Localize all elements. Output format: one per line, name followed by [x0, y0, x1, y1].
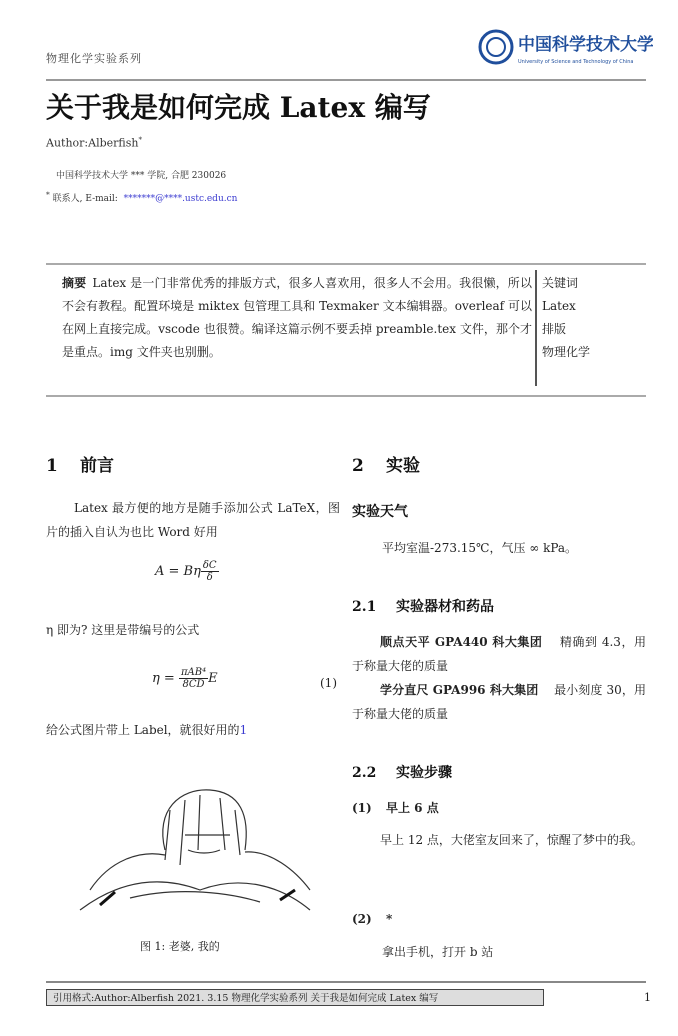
section-2-heading: [352, 451, 420, 476]
university-logo: [478, 27, 653, 67]
section-title: 实验: [386, 456, 420, 476]
page-number: 1: [644, 991, 651, 1004]
step-2-text: 拿出手机，打开 b 站: [382, 945, 494, 959]
equation-a: [155, 560, 219, 583]
step-1-text: 早上 12 点，大佬室友回来了，惊醒了梦中的我。: [380, 833, 643, 847]
header-rule: [46, 79, 646, 81]
step-number: (2): [352, 912, 372, 926]
section-number: 2: [352, 456, 364, 476]
journal-series: 物理化学实验系列: [46, 52, 142, 65]
figure-reference-link[interactable]: 1: [239, 723, 248, 737]
abstract-top-rule: [46, 263, 646, 265]
fraction-denominator: δ: [206, 572, 213, 583]
equation-rhs: E: [208, 671, 218, 686]
abstract-divider: [535, 270, 537, 386]
contact-label: 联系人, E-mail:: [52, 194, 118, 204]
subsection-2-1-heading: [352, 596, 494, 616]
figure-image: [70, 780, 320, 920]
citation-box: 引用格式:Author:Alberfish 2021. 3.15 物理化学实验系列 关于我是如何完成 Latex 编写: [46, 989, 544, 1006]
keyword: Latex: [542, 299, 576, 313]
equation-number: (1): [320, 676, 337, 690]
equipment-item: [352, 630, 646, 678]
keyword: 排版: [542, 322, 567, 336]
equation-intro-text: η 即为? 这里是带编号的公式: [46, 623, 200, 637]
abstract: [62, 272, 532, 364]
keywords-label: 关键词: [542, 276, 579, 290]
fraction-denominator: 8CD: [182, 679, 205, 690]
figure-caption: 图 1: 老婆, 我的: [140, 940, 220, 953]
label-paragraph: [46, 718, 247, 742]
intro-paragraph: Latex 最方便的地方是随手添加公式 LaTeX，图片的插入自认为也比 Word 好用: [46, 501, 340, 539]
section-number: 1: [46, 456, 58, 476]
abstract-bottom-rule: [46, 395, 646, 397]
subsection-number: 2.2: [352, 765, 377, 781]
equipment-description: 精确到 4.3，用于称量大佬的质量: [352, 635, 646, 673]
author: [46, 136, 142, 150]
fraction-numerator: δC: [202, 560, 217, 571]
affiliation: 中国科学技术大学 *** 学院, 合肥 230026: [56, 171, 227, 181]
contact-mark: *: [46, 190, 50, 199]
footer-rule: [46, 981, 646, 983]
anime-sketch-icon: [70, 780, 320, 920]
logo-subtext: University of Science and Technology of China: [518, 59, 634, 65]
step-title: 早上 6 点: [386, 801, 439, 815]
weather-text: 平均室温-273.15℃，气压 ∞ kPa。: [382, 541, 578, 555]
email-link[interactable]: *******@****.ustc.edu.cn: [123, 194, 238, 204]
equation-lhs: η =: [152, 671, 175, 686]
equipment-description: 最小刻度 30，用于称量大佬的质量: [352, 683, 646, 721]
keyword: 物理化学: [542, 345, 591, 359]
label-text: 给公式图片带上 Label，就很好用的: [46, 723, 240, 737]
equipment-name: 顺点天平 GPA440 科大集团: [380, 635, 543, 649]
equipment-item: [352, 678, 646, 726]
step-1-heading: [352, 799, 439, 816]
logo-text: 中国科学技术大学: [518, 35, 653, 55]
step-2-heading: [352, 912, 392, 926]
section-1-heading: [46, 451, 114, 476]
step-number: (1): [352, 801, 372, 815]
abstract-label: 摘要: [62, 276, 87, 290]
equation-lhs: A = Bη: [155, 564, 201, 579]
subsection-number: 2.1: [352, 599, 377, 615]
subsection-title: 实验器材和药品: [396, 599, 494, 615]
paper-title: 关于我是如何完成 Latex 编写: [46, 91, 431, 124]
equipment-name: 学分直尺 GPA996 科大集团: [380, 683, 539, 697]
weather-heading: 实验天气: [352, 504, 408, 520]
author-name: Author:Alberfish: [46, 136, 139, 150]
abstract-text: Latex 是一门非常优秀的排版方式，很多人喜欢用，很多人不会用。我很懒，所以不会有教程。配置环境是 miktex 包管理工具和 Texmaker 文本编辑器。overleaf 可以在网上直接完成。vscode 也很赞。编译这篇示例不要丢掉 preamble.tex 文件，那个才是重点。img 文件夹也别删。: [62, 276, 532, 359]
subsection-title: 实验步骤: [396, 765, 452, 781]
keywords: [542, 272, 590, 364]
fraction-numerator: πAB⁴: [180, 667, 207, 678]
subsection-2-2-heading: [352, 762, 452, 782]
section-title: 前言: [80, 456, 114, 476]
contact: [46, 190, 237, 204]
author-mark: *: [138, 136, 142, 144]
step-title: *: [386, 912, 393, 926]
university-seal-icon: [478, 27, 653, 67]
equation-1: [152, 667, 218, 690]
